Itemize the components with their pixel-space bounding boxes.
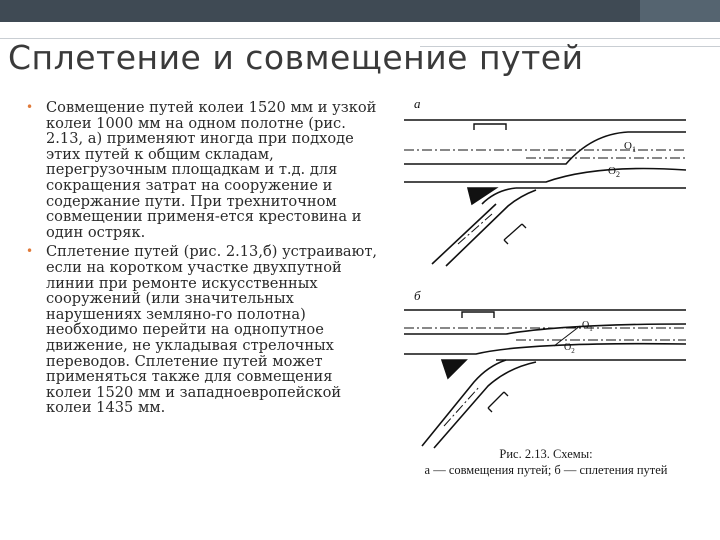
figure-caption <box>396 446 696 478</box>
panel-a-bracket <box>474 124 506 130</box>
panel-b-frog <box>442 360 466 378</box>
bullet-item <box>26 100 378 240</box>
panel-b <box>404 288 686 448</box>
panel-b-small-bracket <box>488 392 508 412</box>
panel-b-bracket <box>462 312 494 318</box>
caption-text: а — совмещения путей; б — сплетения путей <box>424 463 668 477</box>
panel-b-middle-rail <box>404 344 686 354</box>
slide-title: Сплетение и совмещение путей <box>8 38 584 77</box>
panel-a-o1-label: $O_1$ <box>624 140 636 154</box>
bullet-list <box>26 100 378 420</box>
panel-b-label: б <box>414 288 421 303</box>
bullet-dot-icon: • <box>26 244 34 259</box>
panel-a-diagonal-2 <box>446 190 536 266</box>
panel-a-o2-label: $O_2$ <box>608 165 620 179</box>
panel-b-diagonal-axis <box>444 386 480 426</box>
panel-a-upper-rail <box>404 132 686 164</box>
panel-a <box>404 96 686 266</box>
caption-title: Рис. 2.13. Схемы: <box>499 447 593 461</box>
header-band <box>0 0 720 22</box>
bullet-item <box>26 244 378 416</box>
panel-a-diagonal-1 <box>432 204 496 264</box>
header-accent <box>640 0 720 22</box>
bullet-text: Совмещение путей колеи 1520 мм и узкой колеи 1000 мм на одном полотне (рис. 2.13, а) применяют иногда при подходе этих путей к общим складам, перегрузочным площадкам и т.д. для сокращения затрат на сооружение и содержание пути. При трехниточном совмещении применя-ется крестовина и один остряк. <box>46 99 377 241</box>
panel-b-o2-label: $O_2$ <box>564 342 575 355</box>
panel-b-upper-rail <box>404 324 686 334</box>
bullet-dot-icon: • <box>26 100 34 114</box>
panel-a-diagonal-axis <box>458 214 492 244</box>
bullet-text: Сплетение путей (рис. 2.13,б) устраивают, если на коротком участке двухпутной линии при ремонте искусственных сооружений (или значительных нарушениях земляно-го полотна) необходимо перейти на однопутное движение, не укладывая стрелочных переводов. Сплетение путей может применяться также для совмещения колеи 1520 мм и западноевропейской колеи 1435 мм. <box>46 243 378 417</box>
panel-a-label: а <box>414 96 421 111</box>
panel-a-small-bracket <box>504 224 526 244</box>
panel-a-middle-rail <box>404 169 686 183</box>
panel-b-o1-label: $O_1$ <box>582 320 593 333</box>
track-diagram-figure <box>396 94 696 474</box>
